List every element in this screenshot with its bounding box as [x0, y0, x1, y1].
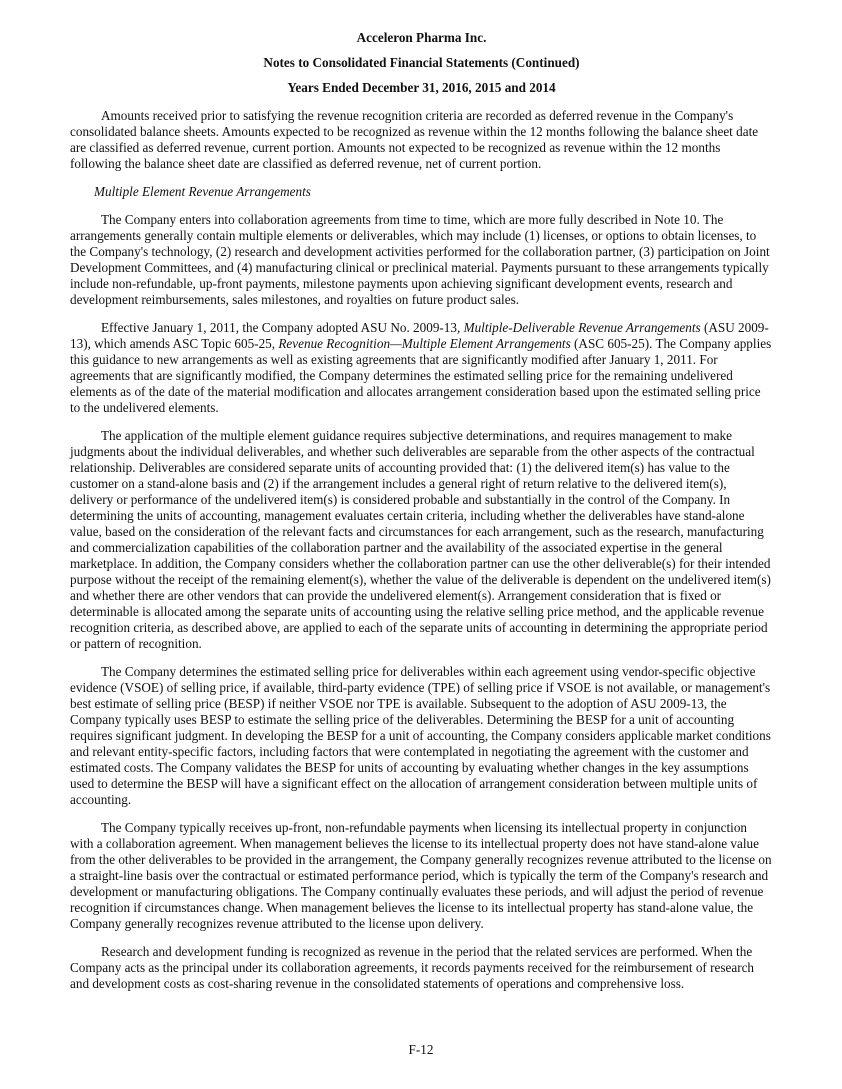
page-number: F-12: [408, 1042, 434, 1057]
asc-title-italic: Revenue Recognition—Multiple Element Arrangements: [278, 336, 571, 351]
asu-title-italic: Multiple-Deliverable Revenue Arrangements: [463, 320, 701, 335]
company-name: Acceleron Pharma Inc.: [356, 30, 487, 45]
fiscal-period: Years Ended December 31, 2016, 2015 and 2014: [287, 80, 556, 95]
paragraph-upfront-payments: The Company typically receives up-front, non-refundable payments when licensing its intellectual property in conjunction with a collaboration agreement. When management believes the license to its intellectual property does not have stand-alone value from the other deliverables to be provided in the arrangement, the Company generally recognizes revenue attributed to the license on a straight-line basis over the contractual or estimated performance period, which is typically the term of the Company's research and development or manufacturing obligations. The Company continually evaluates these periods, and will adjust the period of revenue recognition if circumstances change. When management believes the license to its intellectual property has stand-alone value, the Company generally recognizes revenue attributed to the license upon delivery.: [70, 820, 772, 931]
paragraph-deferred-revenue: Amounts received prior to satisfying the revenue recognition criteria are recorded as deferred revenue in the Company's consolidated balance sheets. Amounts expected to be recognized as revenue within the 12 months following the balance sheet date are classified as deferred revenue, current portion. Amounts not expected to be recognized as revenue within the 12 months following the balance sheet date are classified as deferred revenue, net of current portion.: [70, 108, 759, 171]
document-page: [70, 30, 773, 1004]
asu-text-1: Effective January 1, 2011, the Company adopted ASU No. 2009-13,: [101, 320, 464, 335]
asu-text-3: (ASC 605-25). The Company applies this guidance to new arrangements as well as existing agreements that are significantly modified after January 1, 2011. For agreements that are significantly modified, the Company determines the estimated selling price for the remaining undelivered elements as of the date of the material modification and allocates arrangement consideration based upon the estimated selling price to the undelivered elements.: [70, 336, 772, 415]
paragraph-multiple-element-guidance: The application of the multiple element guidance requires subjective determinations, and requires management to make judgments about the individual deliverables, and whether such deliverables are separable from the other aspects of the contractual relationship. Deliverables are considered separate units of accounting provided that: (1) the delivered item(s) has value to the customer on a stand-alone basis and (2) if the arrangement includes a general right of return relative to the delivered item(s), delivery or performance of the undelivered item(s) is considered probable and substantially in the control of the Company. In determining the units of accounting, management evaluates certain criteria, including whether the deliverables have stand-alone value, based on the consideration of the relevant facts and circumstances for each arrangement, such as the research, manufacturing and commercialization capabilities of the collaboration partner and the availability of the associated expertise in the general marketplace. In addition, the Company considers whether the collaboration partner can use the other deliverable(s) for their intended purpose without the receipt of the remaining element(s), whether the value of the deliverable is dependent on the undelivered item(s) and whether there are other vendors that can provide the undelivered element(s). Arrangement consideration that is fixed or determinable is allocated among the separate units of accounting using the relative selling price method, and the applicable revenue recognition criteria, as described above, are applied to each of the separate units of accounting in determining the appropriate period or pattern of recognition.: [70, 428, 771, 651]
paragraph-rd-funding: Research and development funding is recognized as revenue in the period that the related services are performed. When the Company acts as the principal under its collaboration agreements, it records payments received for the reimbursement of research and development costs as cost-sharing revenue in the consolidated statements of operations and comprehensive loss.: [70, 944, 755, 991]
paragraph-collaboration-agreements: The Company enters into collaboration agreements from time to time, which are more fully described in Note 10. The arrangements generally contain multiple elements or deliverables, which may include (1) licenses, or options to obtain licenses, to the Company's technology, (2) research and development activities performed for the collaboration partner, (3) participation on Joint Development Committees, and (4) manufacturing clinical or preclinical material. Payments pursuant to these arrangements typically include non-refundable, up-front payments, milestone payments upon achieving significant development events, research and development reimbursements, sales milestones, and royalties on future product sales.: [70, 212, 770, 307]
section-subheading: Multiple Element Revenue Arrangements: [94, 184, 311, 199]
asu-text-2: (ASU 2009-13), which amends ASC Topic 605-25,: [70, 320, 769, 351]
document-title: Notes to Consolidated Financial Statements (Continued): [263, 55, 580, 70]
paragraph-asu-adoption: [70, 320, 773, 416]
paragraph-selling-price: The Company determines the estimated selling price for deliverables within each agreement using vendor-specific objective evidence (VSOE) of selling price, if available, third-party evidence (TPE) of selling price if VSOE is not available, or management's best estimate of selling price (BESP) if neither VSOE nor TPE is available. Subsequent to the adoption of ASU 2009-13, the Company typically uses BESP to estimate the selling price of the deliverables. Determining the BESP for a unit of accounting requires significant judgment. In developing the BESP for a unit of accounting, the Company considers applicable market conditions and relevant entity-specific factors, including factors that were contemplated in negotiating the agreement with the customer and estimated costs. The Company validates the BESP for units of accounting by evaluating whether changes in the key assumptions used to determine the BESP will have a significant effect on the allocation of arrangement consideration between multiple units of accounting.: [70, 664, 771, 807]
